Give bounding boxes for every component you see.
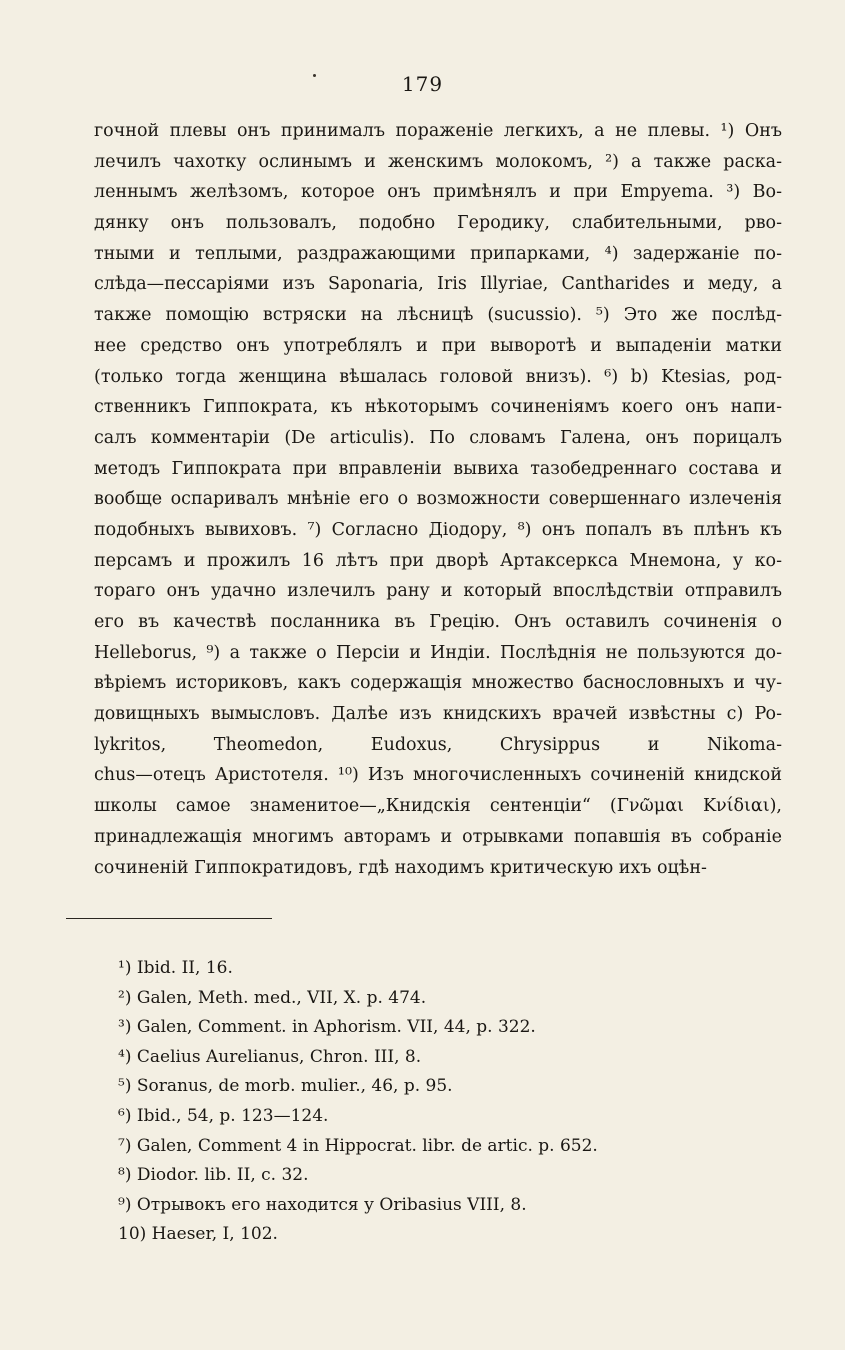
footnote [118, 1043, 758, 1073]
footnote [118, 1220, 758, 1250]
footnote-mark: ⁷) [118, 1135, 132, 1156]
body-text [94, 116, 782, 883]
text-line: (только тогда женщина вѣшалась головой внизъ). ⁶) b) Ktesias, род- [94, 366, 782, 387]
footnote-text: Haeser, I, 102. [151, 1224, 278, 1245]
text-line: тными и теплыми, раздражающими припарками, ⁴) задержаніе по- [94, 243, 782, 264]
text-line: подобныхъ вывиховъ. ⁷) Согласно Діодору, ⁸) онъ попалъ въ плѣнъ къ [94, 519, 782, 540]
text-line: lykritos, Theomedon, Eudoxus, Chrysippus и Nikoma- [94, 734, 782, 755]
text-line: также помощію встряски на лѣсницѣ (sucussio). ⁵) Это же послѣд- [94, 305, 782, 326]
page-number: 179 [401, 72, 444, 96]
footnote-text: Galen, Comment. in Aphorism. VII, 44, p. 322. [136, 1017, 536, 1038]
text-line: вѣріемъ историковъ, какъ содержащія множество баснословныхъ и чу- [94, 673, 782, 694]
footnote-text: Caelius Aurelianus, Chron. III, 8. [136, 1046, 422, 1067]
footnote-mark: ⁵) [118, 1076, 132, 1097]
footnote [118, 984, 758, 1014]
footnote [118, 1161, 758, 1191]
text-line: лечилъ чахотку ослинымъ и женскимъ молокомъ, ²) а также раска- [94, 151, 782, 172]
text-line: методъ Гиппократа при вправленіи вывиха тазобедреннаго состава и [94, 458, 782, 479]
footnote [118, 954, 758, 984]
text-line: школы самое знаменитое—„Книдскія сентенціи“ (Γνῶμαι Κνίδιαι), [94, 796, 782, 817]
footnote-mark: ⁶) [118, 1105, 132, 1126]
footnote [118, 1191, 758, 1221]
footnote-text: Diodor. lib. II, c. 32. [136, 1165, 309, 1186]
footnote-text: Ibid. II, 16. [136, 958, 233, 978]
text-line: леннымъ желѣзомъ, которое онъ примѣнялъ и при Empyema. ³) Во- [94, 182, 782, 203]
text-line: Helleborus, ⁹) а также о Персіи и Индіи. Послѣднія не пользуются до- [94, 642, 782, 663]
footnote-mark: ⁸) [118, 1165, 132, 1186]
footnote-mark: ²) [118, 987, 132, 1008]
footnote-divider [66, 918, 272, 919]
footnote [118, 1132, 758, 1162]
footnote-text: Galen, Comment 4 in Hippocrat. libr. de artic. p. 652. [136, 1135, 598, 1156]
text-line: принадлежащія многимъ авторамъ и отрывками попавшія въ собраніе [94, 826, 782, 847]
text-line: вообще оспаривалъ мнѣніе его о возможности совершеннаго излеченія [94, 489, 782, 510]
footnote [118, 1013, 758, 1043]
text-line: нее средство онъ употреблялъ и при выворотѣ и выпаденіи матки [94, 335, 782, 356]
text-line: сочиненій Гиппократидовъ, гдѣ находимъ критическую ихъ оцѣн- [94, 857, 707, 878]
footnote [118, 1072, 758, 1102]
footnote-text: Отрывокъ его находится у Oribasius VIII, 8. [136, 1194, 527, 1215]
text-line: дянку онъ пользовалъ, подобно Геродику, слабительными, рво- [94, 213, 782, 234]
text-line: его въ качествѣ посланника въ Грецію. Онъ оставилъ сочиненія о [94, 612, 782, 632]
footnote-mark: 10) [118, 1224, 147, 1245]
text-line: довищныхъ вымысловъ. Далѣе изъ книдскихъ врачей извѣстны с) Po- [94, 704, 782, 725]
text-line: слѣда—пессаріями изъ Saponaria, Iris Illyriae, Cantharides и меду, а [94, 274, 782, 295]
text-line: салъ комментаріи (De articulis). По словамъ Галена, онъ порицалъ [94, 427, 782, 448]
text-line: ственникъ Гиппократа, къ нѣкоторымъ сочиненіямъ коего онъ напи- [94, 397, 782, 418]
text-line: гочной плевы онъ принималъ пораженіе легкихъ, а не плевы. ¹) Онъ [94, 121, 782, 141]
footnote [118, 1102, 758, 1132]
footnote-mark: ⁴) [118, 1046, 132, 1067]
footnote-text: Soranus, de morb. mulier., 46, p. 95. [136, 1076, 453, 1097]
footnote-text: Galen, Meth. med., VII, X. p. 474. [136, 987, 427, 1008]
footnotes [118, 954, 758, 1250]
text-line: персамъ и прожилъ 16 лѣтъ при дворѣ Артаксеркса Мнемона, у ко- [94, 550, 782, 571]
text-line: тораго онъ удачно излечилъ рану и который впослѣдствіи отправилъ [94, 581, 782, 602]
footnote-text: Ibid., 54, p. 123—124. [136, 1105, 329, 1126]
footnote-mark: ¹) [118, 958, 132, 978]
text-line: chus—отецъ Аристотеля. ¹⁰) Изъ многочисленныхъ сочиненій книдской [94, 765, 782, 786]
footnote-mark: ³) [118, 1017, 132, 1038]
footnote-mark: ⁹) [118, 1194, 132, 1215]
